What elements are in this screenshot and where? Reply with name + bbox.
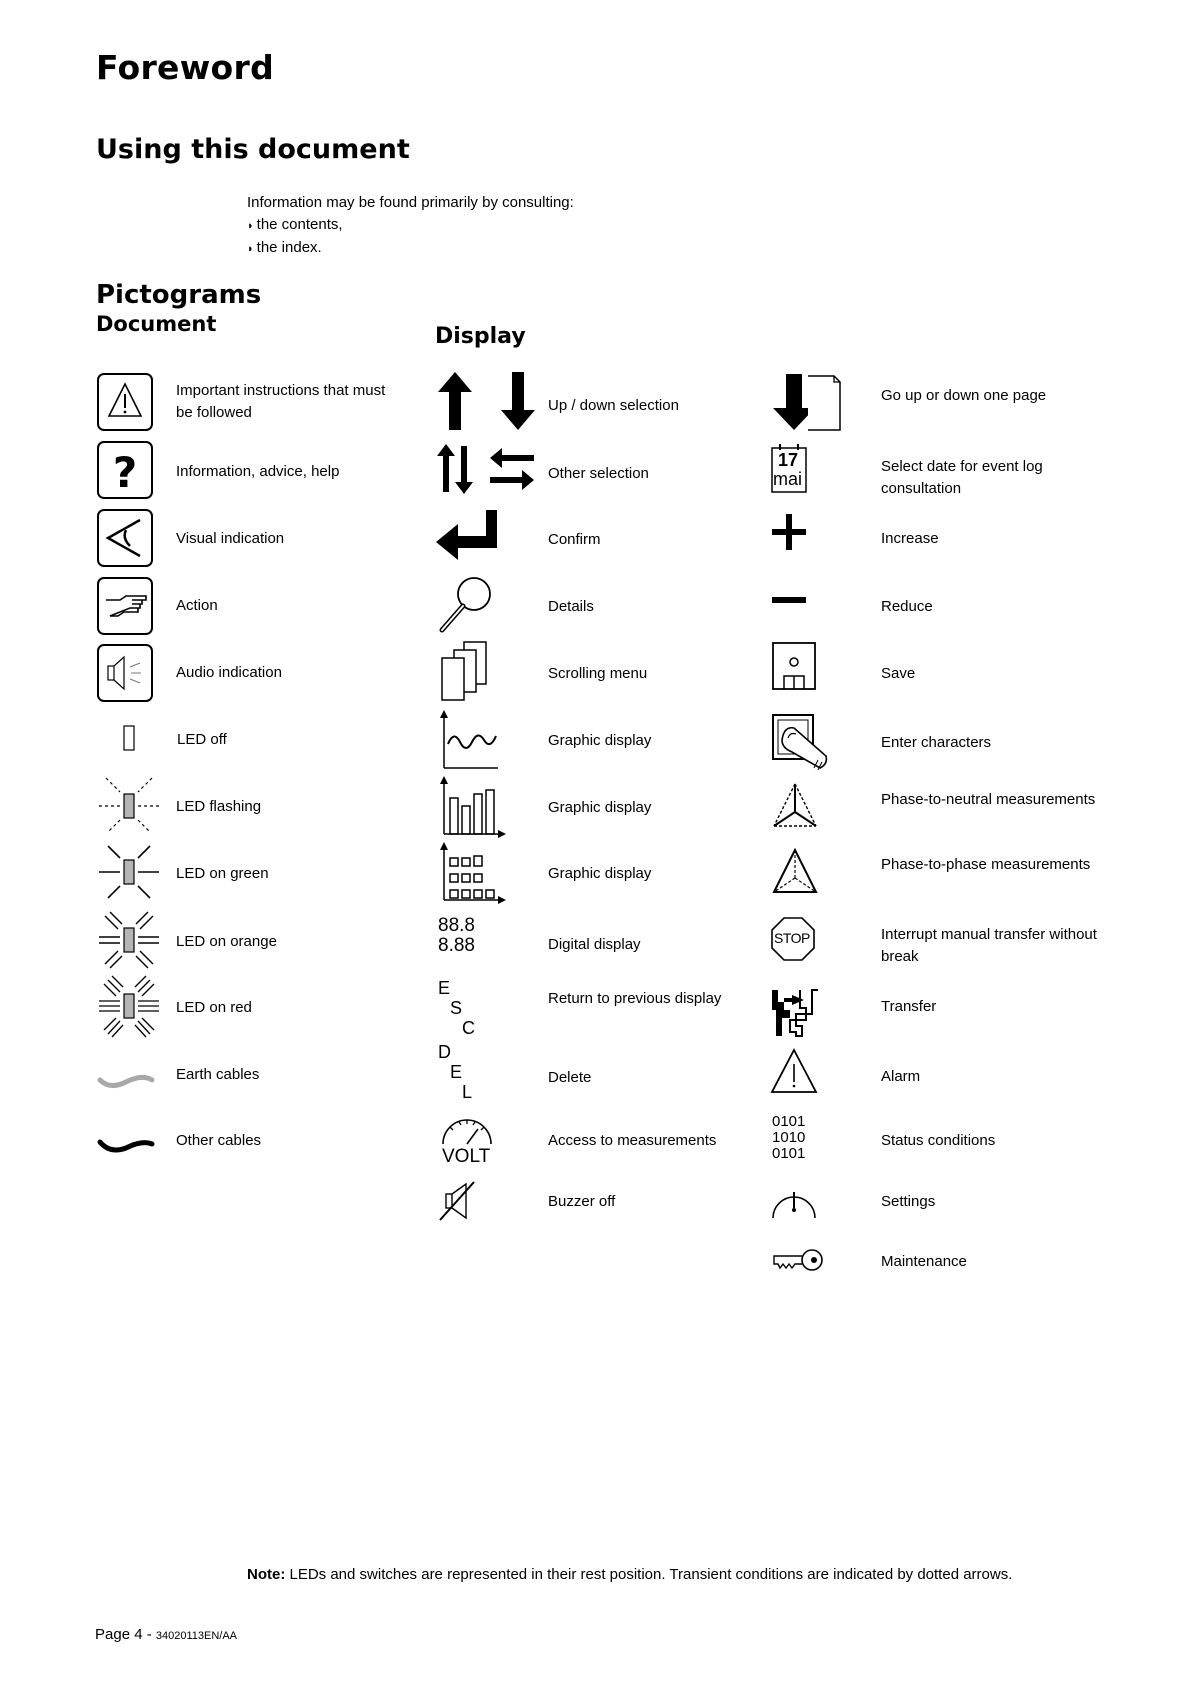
- disp-label-confirm: Confirm: [548, 531, 601, 548]
- doc-label-other-cable: Other cables: [176, 1132, 262, 1149]
- speaker-audio-icon: [96, 643, 156, 705]
- disp2-label-page: Go up or down one page: [881, 387, 1047, 404]
- intro-bullet: ◗ the contents,: [247, 214, 574, 237]
- disp-label-digital: Digital display: [548, 936, 641, 953]
- up-down-arrows-icon: [436, 372, 540, 434]
- disp2-label-date: Select date for event log consultation: [881, 458, 1043, 497]
- touch-finger-icon: [770, 712, 832, 774]
- disp2-label-transfer: Transfer: [881, 998, 937, 1015]
- doc-label-led-red: LED on red: [176, 999, 252, 1016]
- disp-label-scrolling: Scrolling menu: [548, 665, 648, 682]
- section-heading: Using this document: [96, 134, 410, 165]
- doc-label-action: Action: [176, 597, 218, 614]
- stacked-pages-icon: [436, 640, 496, 702]
- disp-label-details: Details: [548, 598, 594, 615]
- binary-status-icon: 0101 1010 0101: [772, 1113, 806, 1162]
- disp2-label-enter-chars: Enter characters: [881, 734, 992, 751]
- doc-label-earth-cable: Earth cables: [176, 1066, 260, 1083]
- digital-display-text: 88.8 8.88: [438, 915, 475, 956]
- disp-label-graphic-3: Graphic display: [548, 865, 652, 882]
- svg-text:?: ?: [112, 448, 138, 497]
- question-help-icon: [96, 440, 156, 502]
- disp-label-other-sel: Other selection: [548, 465, 649, 482]
- disp-label-delete: Delete: [548, 1069, 592, 1086]
- disp-label-esc: Return to previous display: [548, 990, 722, 1007]
- doc-label-visual: Visual indication: [176, 530, 285, 547]
- save-icon: [770, 640, 818, 692]
- disp2-label-reduce: Reduce: [881, 598, 933, 615]
- note: Note: LEDs and switches are represented in their rest position. Transient conditions are indicated by dotted arrows.: [247, 1566, 1013, 1583]
- intro-lead: Information may be found primarily by consulting:: [247, 194, 574, 211]
- square-graph-icon: [436, 842, 508, 904]
- document-heading: Document: [96, 312, 217, 336]
- led-flashing-icon: [96, 774, 156, 836]
- disp2-label-maintenance: Maintenance: [881, 1253, 967, 1270]
- led-off-icon: [96, 712, 156, 774]
- eye-visual-icon: [96, 508, 156, 570]
- warning-instruction-icon: [96, 372, 156, 434]
- digital-display-icon: [438, 916, 508, 978]
- transfer-icon: [770, 988, 820, 1038]
- phase-neutral-icon: [770, 780, 820, 832]
- del-icon: D E L: [438, 1042, 473, 1102]
- page-footer: Page 4 - 34020113EN/AA: [95, 1626, 238, 1643]
- buzzer-off-icon: [438, 1180, 482, 1224]
- other-selection-arrows-icon: [436, 442, 540, 504]
- led-orange-icon: [96, 910, 156, 972]
- disp2-label-increase: Increase: [881, 530, 939, 547]
- page-down-icon: [770, 372, 844, 434]
- page-title: Foreword: [96, 48, 274, 87]
- enter-arrow-icon: [436, 508, 500, 570]
- doc-label-led-orange: LED on orange: [176, 933, 277, 950]
- disp-label-buzzer: Buzzer off: [548, 1193, 616, 1210]
- disp2-label-status: Status conditions: [881, 1132, 996, 1149]
- bar-graph-icon: [436, 776, 508, 838]
- esc-icon: E S C: [438, 978, 475, 1038]
- doc-label-led-flashing: LED flashing: [176, 798, 262, 815]
- disp2-label-settings: Settings: [881, 1193, 936, 1210]
- settings-dial-icon: [770, 1184, 818, 1220]
- disp-label-measurements: Access to measurements: [548, 1132, 717, 1149]
- disp-label-up-down: Up / down selection: [548, 397, 679, 414]
- disp2-label-phase-phase: Phase-to-phase measurements: [881, 856, 1091, 873]
- key-icon: [770, 1240, 824, 1280]
- alarm-triangle-icon: [770, 1048, 818, 1096]
- disp2-label-alarm: Alarm: [881, 1068, 921, 1085]
- phase-phase-icon: [770, 846, 820, 898]
- doc-label-audio: Audio indication: [176, 664, 282, 681]
- intro-block: [247, 192, 574, 260]
- disp-label-graphic-1: Graphic display: [548, 732, 652, 749]
- calendar-icon: 17 mai: [770, 442, 810, 496]
- disp2-label-stop: Interrupt manual transfer without break: [881, 926, 1097, 965]
- minus-icon: [770, 588, 810, 612]
- doc-label-led-green: LED on green: [176, 865, 269, 882]
- doc-label-led-off: LED off: [177, 731, 227, 748]
- led-red-icon: [96, 976, 156, 1038]
- pictograms-heading: Pictograms: [96, 280, 262, 310]
- other-cable-icon: [96, 1114, 156, 1176]
- doc-label-help: Information, advice, help: [176, 463, 340, 480]
- wave-graph-icon: [436, 710, 504, 772]
- disp2-label-save: Save: [881, 665, 916, 682]
- pointing-hand-icon: [96, 576, 156, 638]
- intro-bullet: ◗ the index.: [247, 237, 574, 260]
- disp-label-graphic-2: Graphic display: [548, 799, 652, 816]
- earth-cable-icon: [96, 1050, 156, 1112]
- disp2-label-phase-neutral: Phase-to-neutral measurements: [881, 791, 1096, 808]
- voltmeter-icon: VOLT: [438, 1110, 498, 1172]
- stop-icon: STOP: [770, 916, 816, 962]
- plus-icon: [770, 510, 810, 554]
- led-green-icon: [96, 842, 156, 904]
- display-heading: Display: [435, 324, 526, 349]
- doc-label-important: Important instructions that must be followed: [176, 382, 386, 421]
- magnifier-icon: [436, 574, 496, 636]
